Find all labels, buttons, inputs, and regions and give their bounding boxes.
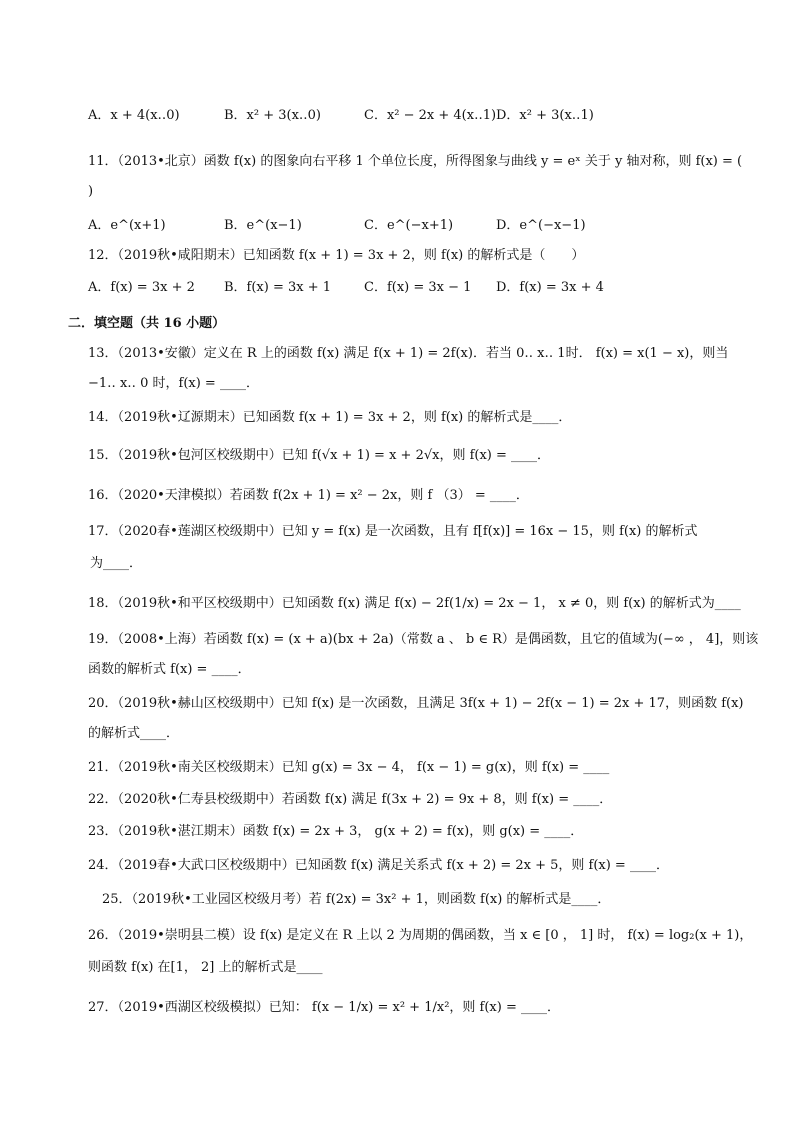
q12-stem: 12．（2019秋•咸阳期末）已知函数 f(x + 1) = 3x + 2，则 f(x) 的解析式是（ ） — [88, 248, 585, 263]
q10-option-b: B．x² + 3(x‥0) — [224, 108, 321, 123]
q12-option-b: B．f(x) = 3x + 1 — [224, 280, 332, 295]
q10-options — [88, 106, 728, 126]
q26-stem-cont: 则函数 f(x) 在[1， 2] 上的解析式是____ — [88, 960, 323, 975]
q12-option-d: D．f(x) = 3x + 4 — [496, 280, 604, 295]
q20-stem-cont: 的解析式____． — [88, 726, 180, 741]
q17-stem: 17．（2020春•莲湖区校级期中）已知 y = f(x) 是一次函数，且有 f[f(x)] = 16x − 15，则 f(x) 的解析式 — [88, 524, 698, 539]
q27-stem: 27．（2019•西湖区校级模拟）已知： f(x − 1/x) = x² + 1/x²，则 f(x) = ____． — [88, 1000, 560, 1015]
q26-stem: 26．（2019•崇明县二模）设 f(x) 是定义在 R 上以 2 为周期的偶函数，当 x ∈ [0 ， 1] 时， f(x) = log₂(x + 1)， — [88, 928, 753, 943]
q22-stem: 22．（2020秋•仁寿县校级期中）若函数 f(x) 满足 f(3x + 2) = 9x + 8，则 f(x) = ____． — [88, 792, 613, 807]
q10-option-a: A．x + 4(x‥0) — [88, 108, 180, 123]
q18-stem: 18．（2019秋•和平区校级期中）已知函数 f(x) 满足 f(x) − 2f(1/x) = 2x − 1， x ≠ 0，则 f(x) 的解析式为____ — [88, 596, 741, 611]
q23-stem: 23．（2019秋•湛江期末）函数 f(x) = 2x + 3， g(x + 2) = f(x)，则 g(x) = ____． — [88, 824, 584, 839]
q11-option-b: B．e^(x−1) — [224, 218, 302, 233]
q12-option-a: A．f(x) = 3x + 2 — [88, 280, 195, 295]
q11-option-a: A．e^(x+1) — [88, 218, 166, 233]
q13-stem-cont: −1‥ x‥ 0 时，f(x) = ____． — [88, 376, 259, 391]
q15-stem: 15．（2019秋•包河区校级期中）已知 f(√x + 1) = x + 2√x，则 f(x) = ____． — [88, 448, 551, 463]
q10-option-c: C．x² − 2x + 4(x‥1) — [364, 108, 497, 123]
q14-stem: 14．（2019秋•辽源期末）已知函数 f(x + 1) = 3x + 2，则 f(x) 的解析式是____． — [88, 410, 572, 425]
q10-option-d: D．x² + 3(x‥1) — [496, 108, 594, 123]
q11-option-c: C．e^(−x+1) — [364, 218, 454, 233]
section-title-fill-in: 二．填空题（共 16 小题） — [68, 316, 226, 331]
q12-option-c: C．f(x) = 3x − 1 — [364, 280, 472, 295]
q20-stem: 20．（2019秋•赫山区校级期中）已知 f(x) 是一次函数，且满足 3f(x + 1) − 2f(x − 1) = 2x + 17，则函数 f(x) — [88, 696, 744, 711]
q19-stem: 19．（2008•上海）若函数 f(x) = (x + a)(bx + 2a)（常数 a 、 b ∈ R）是偶函数，且它的值域为(−∞ ， 4]，则该 — [88, 632, 759, 647]
q11-stem-cont: ) — [88, 184, 94, 199]
q11-option-d: D．e^(−x−1) — [496, 218, 586, 233]
q12-options — [88, 278, 728, 298]
q21-stem: 21．（2019秋•南关区校级期末）已知 g(x) = 3x − 4， f(x − 1) = g(x)，则 f(x) = ____ — [88, 760, 610, 775]
q11-stem: 11．（2013•北京）函数 f(x) 的图象向右平移 1 个单位长度，所得图象与曲线 y = eˣ 关于 y 轴对称，则 f(x) = ( — [88, 154, 743, 169]
q24-stem: 24．（2019春•大武口区校级期中）已知函数 f(x) 满足关系式 f(x + 2) = 2x + 5，则 f(x) = ____． — [88, 858, 669, 873]
q16-stem: 16．（2020•天津模拟）若函数 f(2x + 1) = x² − 2x，则 f （3） = ____． — [88, 488, 529, 503]
q13-stem: 13．（2013•安徽）定义在 R 上的函数 f(x) 满足 f(x + 1) = 2f(x)．若当 0‥ x‥ 1时． f(x) = x(1 − x)，则当 — [88, 346, 729, 361]
q25-stem: 25．（2019秋•工业园区校级月考）若 f(2x) = 3x² + 1，则函数 f(x) 的解析式是____． — [102, 892, 611, 907]
q11-options — [88, 216, 728, 236]
q19-stem-cont: 函数的解析式 f(x) = ____． — [88, 662, 251, 677]
q17-stem-cont: 为____． — [90, 556, 143, 571]
